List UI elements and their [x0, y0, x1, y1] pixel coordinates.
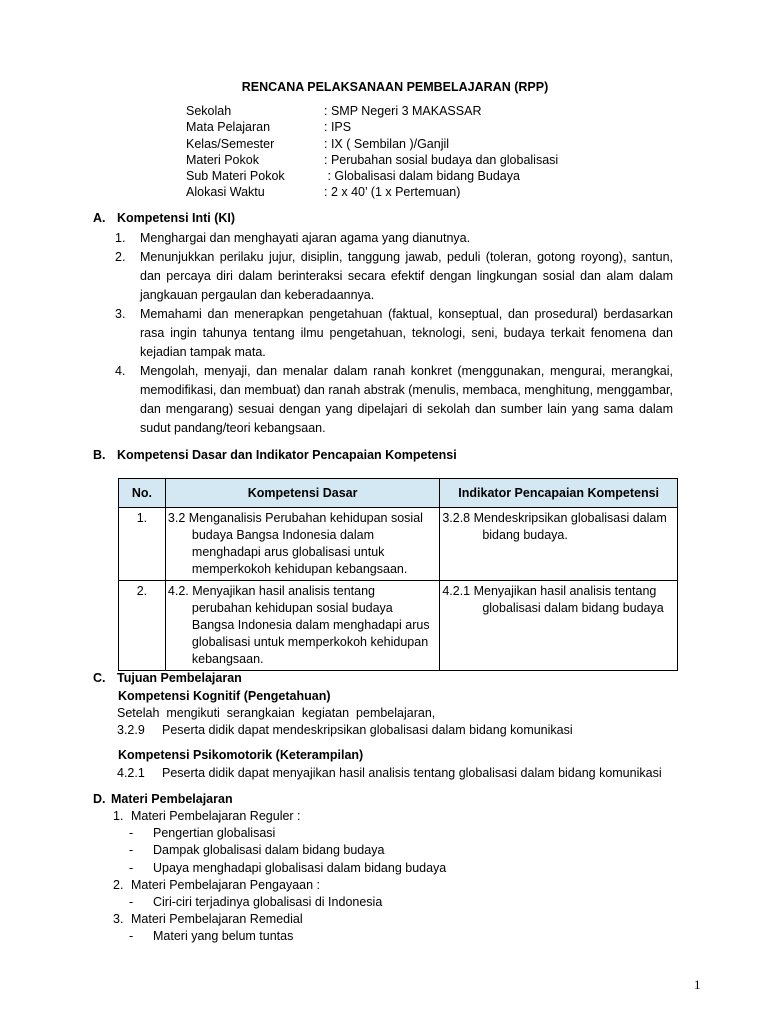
identity-key: Sekolah [186, 104, 232, 118]
page-number: 1 [694, 977, 701, 992]
identity-key: Mata Pelajaran [186, 120, 271, 135]
section-letter: D. [93, 792, 106, 806]
document-title: RENCANA PELAKSANAAN PEMBELAJARAN (RPP) [241, 80, 549, 94]
objective-number: 4.2.1 [117, 766, 145, 780]
kognitif-intro: Setelah mengikuti serangkaian kegiatan pembelajaran, [117, 706, 436, 720]
column-header-ipk: Indikator Pencapaian Kompetensi [440, 479, 678, 508]
item-number: 2. [115, 250, 126, 264]
column-header-no: No. [119, 479, 166, 508]
item-number: 1. [115, 231, 126, 245]
item-text: Mengolah, menyaji, dan menalar dalam ranah konkret (menggunakan, mengurai, merangkai, memodifikasi, dan membuat) dan ranah abstrak (menulis, membaca, menghitung, menggambar, dan mengarang) sesuai dengan yang dipelajari di sekolah dan sumber lain yang sama dalam sudut pandang/teori kebangsaan. [140, 364, 673, 435]
list-item: - Dampak globalisasi dalam bidang budaya [129, 843, 385, 858]
item-text: Menunjukkan perilaku jujur, disiplin, tanggung jawab, peduli (toleran, gotong royong), santun, dan percaya diri dalam berinteraksi secara efektif dengan lingkungan sosial dan alam dalam jangkauan pergaulan dan keberadaannya. [140, 250, 673, 302]
cell-no: 2. [119, 581, 166, 671]
cell-kd-text: 4.2. Menyajikan hasil analisis tentang perubahan kehidupan sosial budaya Bangsa Indonesia dalam menghadapi arus globalisasi untuk memperkokoh kehidupan kebangsaan. [167, 584, 430, 666]
list-item [115, 229, 673, 248]
item-text: Menghargai dan menghayati ajaran agama yang dianutnya. [140, 231, 471, 245]
table-row [119, 508, 678, 581]
list-item [115, 248, 673, 305]
kognitif-objective [117, 721, 573, 739]
identity-key: Materi Pokok [186, 152, 259, 167]
section-b-heading [93, 446, 457, 464]
column-header-kd: Kompetensi Dasar [165, 479, 439, 508]
identity-key: Kelas/Semester [186, 136, 275, 151]
psikomotorik-title: Kompetensi Psikomotorik (Keterampilan) [118, 748, 364, 762]
identity-value: : IPS [324, 120, 352, 135]
section-letter: A. [93, 211, 106, 225]
section-d-heading [93, 790, 233, 808]
item-number: 3. [115, 307, 126, 321]
list-item: - Materi yang belum tuntas [129, 929, 294, 944]
list-item: - Upaya menghadapi globalisasi dalam bidang budaya [129, 860, 447, 875]
group-title: Materi Pembelajaran Pengayaan : [131, 877, 321, 892]
group-number: 1. [113, 809, 124, 823]
identity-value: : 2 x 40’ (1 x Pertemuan) [324, 185, 461, 200]
identity-value: : Perubahan sosial budaya dan globalisasi [324, 152, 559, 167]
cell-kd [165, 508, 439, 581]
cell-kd-text: 3.2 Menganalisis Perubahan kehidupan sosial budaya Bangsa Indonesia dalam menghadapi arus globalisasi untuk memperkokoh kehidupan kebangsaan. [167, 511, 423, 576]
group-number: 2. [113, 877, 124, 892]
list-item [115, 362, 673, 438]
list-item [115, 305, 673, 362]
cell-ipk-text: 4.2.1 Menyajikan hasil analisis tentang globalisasi dalam bidang budaya [442, 584, 664, 615]
identity-value: : IX ( Sembilan )/Ganjil [324, 136, 450, 151]
objective-number: 3.2.9 [117, 723, 145, 737]
list-item: - Ciri-ciri terjadinya globalisasi di Indonesia [129, 894, 383, 909]
competency-table [118, 478, 678, 671]
cell-ipk [440, 508, 678, 581]
objective-text: Peserta didik dapat menyajikan hasil analisis tentang globalisasi dalam bidang komunikasi [162, 766, 662, 780]
material-group-title [113, 808, 446, 825]
identity-block [186, 103, 558, 201]
identity-row [186, 119, 558, 135]
section-title: Kompetensi Dasar dan Indikator Pencapaian Kompetensi [117, 448, 457, 462]
ki-list [115, 229, 673, 438]
identity-row [186, 152, 558, 168]
identity-value: : SMP Negeri 3 MAKASSAR [324, 104, 482, 118]
item-number: 4. [115, 364, 126, 378]
identity-key: Sub Materi Pokok [186, 169, 285, 184]
material-item: Materi yang belum tuntas [153, 929, 294, 944]
cell-ipk-text: 3.2.8 Mendeskripsikan globalisasi dalam bidang budaya. [442, 511, 667, 542]
group-number: 3. [113, 912, 124, 927]
section-letter: B. [93, 448, 106, 462]
section-a-heading [93, 209, 235, 227]
kognitif-title: Kompetensi Kognitif (Pengetahuan) [118, 689, 331, 703]
group-title: Materi Pembelajaran Reguler : [131, 809, 301, 823]
identity-row [186, 168, 558, 184]
section-letter: C. [93, 671, 106, 685]
identity-key: Alokasi Waktu [186, 185, 265, 200]
identity-row [186, 184, 558, 200]
cell-kd [165, 581, 439, 671]
material-item: Dampak globalisasi dalam bidang budaya [153, 843, 385, 858]
table-row [119, 581, 678, 671]
item-text: Memahami dan menerapkan pengetahuan (faktual, konseptual, dan prosedural) berdasarkan rasa ingin tahunya tentang ilmu pengetahuan, teknologi, seni, budaya terkait fenomena dan kejadian tampak mata. [140, 307, 673, 359]
psikomotorik-objective [117, 764, 662, 782]
cell-no: 1. [119, 508, 166, 581]
material-item: Ciri-ciri terjadinya globalisasi di Indonesia [153, 894, 383, 909]
cell-ipk [440, 581, 678, 671]
section-c-heading [93, 669, 242, 687]
section-title: Tujuan Pembelajaran [117, 671, 242, 685]
material-item: Pengertian globalisasi [153, 826, 276, 841]
list-item: - Pengertian globalisasi [129, 826, 276, 841]
objective-text: Peserta didik dapat mendeskripsikan globalisasi dalam bidang komunikasi [162, 723, 573, 737]
material-item: Upaya menghadapi globalisasi dalam bidang budaya [153, 860, 447, 875]
section-title: Materi Pembelajaran [111, 792, 233, 806]
material-list [113, 808, 446, 946]
identity-row [186, 136, 558, 152]
identity-value: : Globalisasi dalam bidang Budaya [324, 169, 520, 184]
group-title: Materi Pembelajaran Remedial [131, 912, 303, 927]
material-group-title [113, 911, 446, 928]
table-header-row [119, 479, 678, 508]
section-title: Kompetensi Inti (KI) [117, 211, 236, 225]
material-group-title [113, 877, 446, 894]
identity-row [186, 103, 558, 119]
